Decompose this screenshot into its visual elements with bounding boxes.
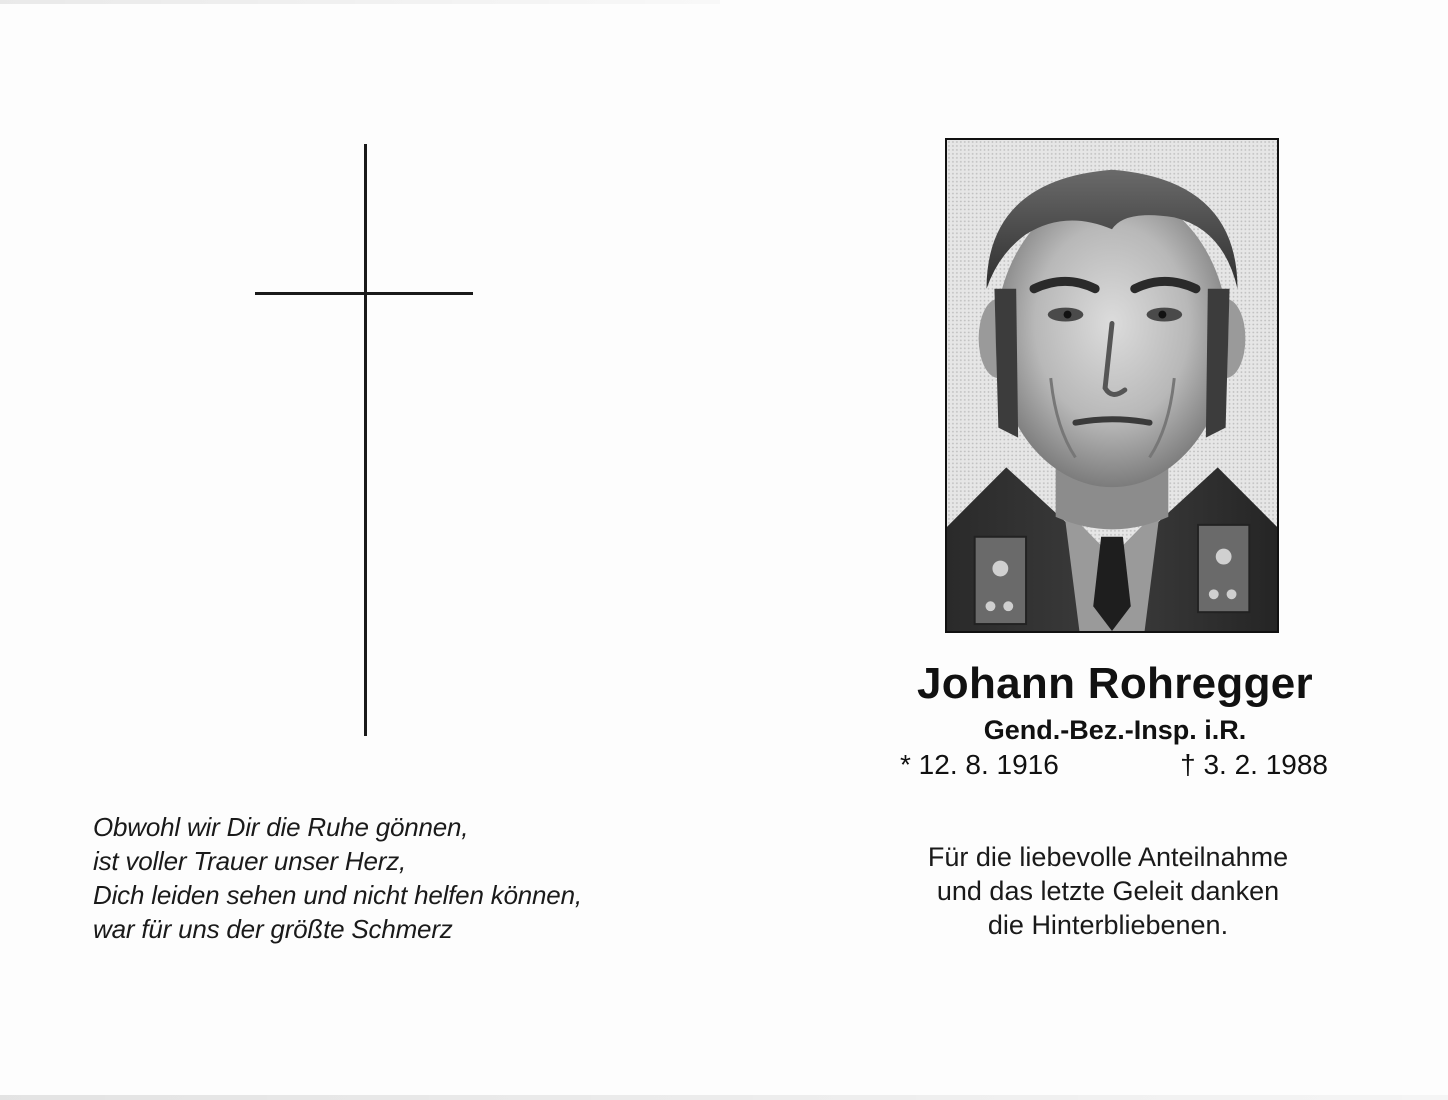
deceased-rank: Gend.-Bez.-Insp. i.R. [983,715,1247,745]
thanks-line-1: Für die liebevolle Anteilnahme [927,842,1289,872]
portrait-illustration [947,140,1277,631]
poem-line-3: Dich leiden sehen und nicht helfen können, [93,880,582,910]
scan-edge-top [0,0,720,4]
thanks-message [860,840,1356,942]
cross-horizontal-bar [255,292,473,295]
birth-date: * 12. 8. 1916 [900,749,1059,780]
death-date: † 3. 2. 1988 [1180,749,1328,780]
poem-line-1: Obwohl wir Dir die Ruhe gönnen, [93,812,469,842]
portrait-photo [945,138,1279,633]
life-dates [900,746,1328,784]
scan-edge-bottom [0,1095,1448,1100]
thanks-line-3: die Hinterbliebenen. [987,910,1229,940]
poem-line-4: war für uns der größte Schmerz [93,914,453,944]
cross-vertical-bar [364,144,367,736]
poem-line-2: ist voller Trauer unser Herz, [93,846,407,876]
thanks-line-2: und das letzte Geleit danken [936,876,1280,906]
deceased-name: Johann Rohregger [917,659,1313,708]
memorial-poem [93,810,653,946]
